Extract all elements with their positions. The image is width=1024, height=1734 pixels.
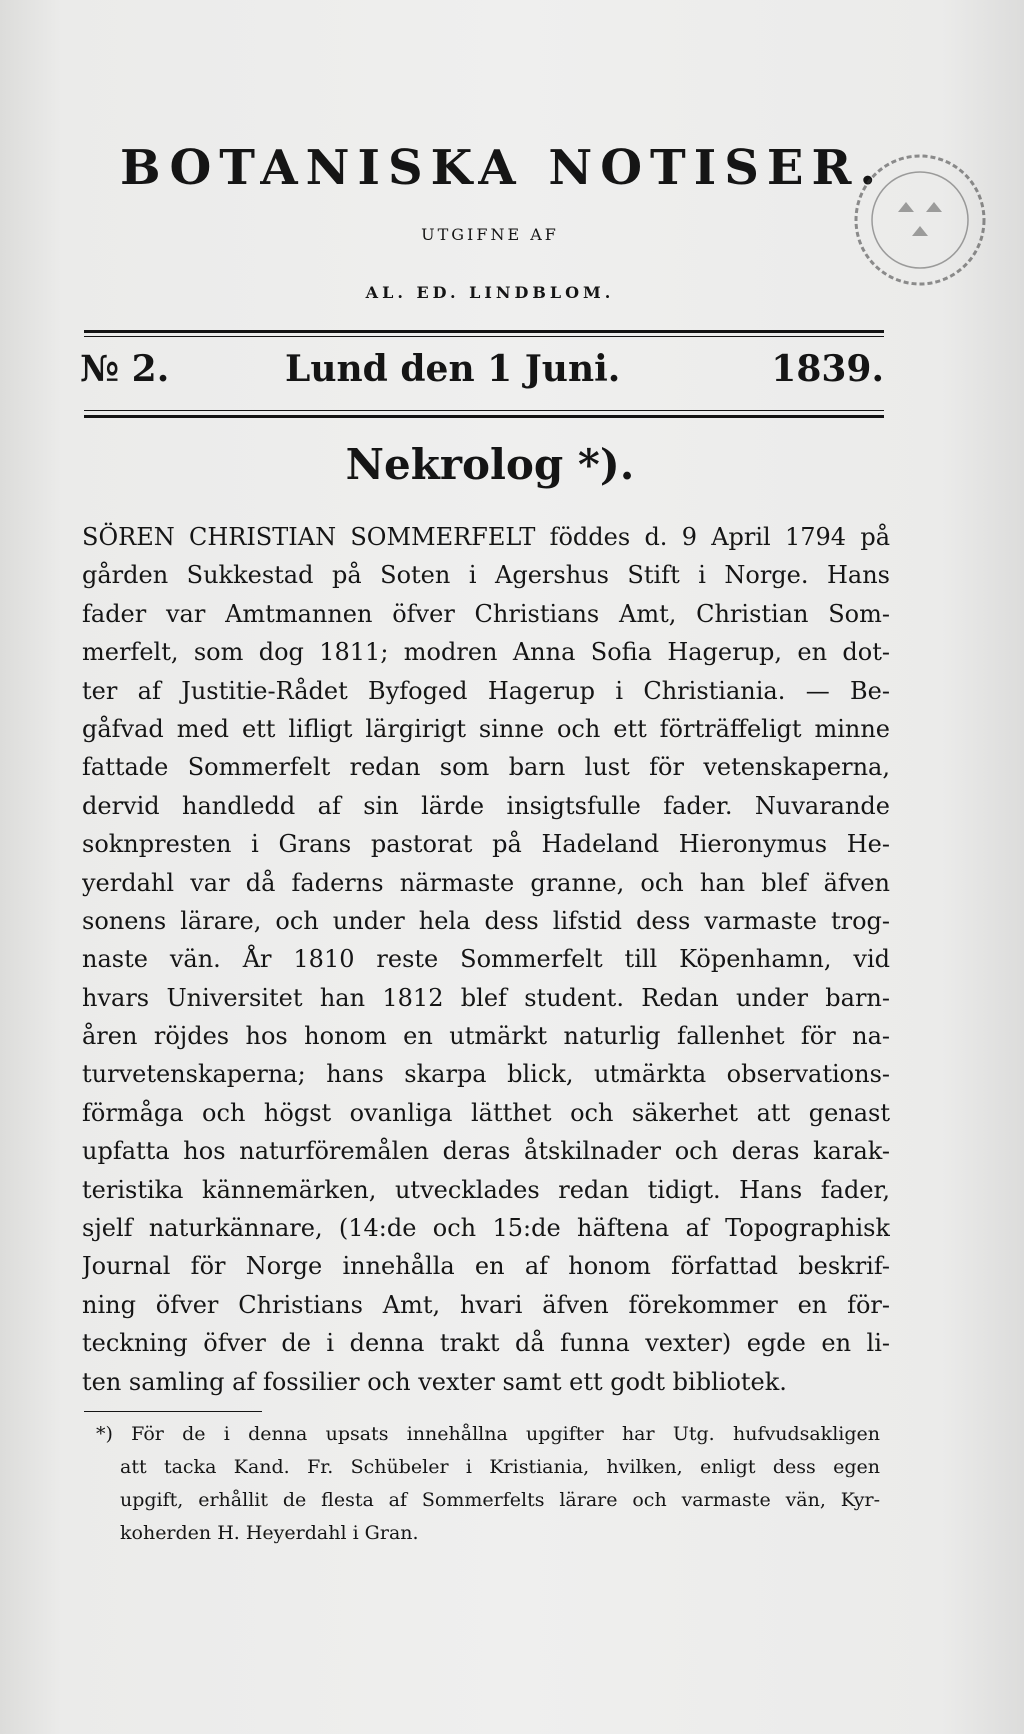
body-line: upfatta hos naturföremålen deras åtskilnader och deras karak- [82,1137,890,1166]
footnote [96,1418,880,1550]
editor-name: AL. ED. LINDBLOM. [365,283,615,302]
body-line: ning öfver Christians Amt, hvari äfven förekommer en för- [82,1290,890,1319]
body-line: gåfvad med ett lifligt lärgirigt sinne och ett förträffeligt minne [82,714,890,743]
body-line: soknpresten i Grans pastorat på Hadeland Hieronymus He- [82,830,890,859]
library-stamp-icon [850,150,990,290]
body-line: teckning öfver de i denna trakt då funna vexter) egde en li- [82,1329,890,1358]
body-line: turvetenskaperna; hans skarpa blick, utmärkta observations- [82,1060,890,1089]
body-line: naste vän. År 1810 reste Sommerfelt till Köpenhamn, vid [82,945,890,974]
issue-number: № 2. [80,348,170,390]
body-line: merfelt, som dog 1811; modren Anna Sofia Hagerup, en dot- [82,638,890,667]
body-line: gården Sukkestad på Soten i Agershus Stift i Norge. Hans [82,561,890,590]
body-line: fattade Sommerfelt redan som barn lust för vetenskaperna, [82,753,890,782]
publisher-label: UTGIFNE AF [421,225,559,244]
body-line: fader var Amtmannen öfver Christians Amt, Christian Som- [82,599,890,628]
body-line: sjelf naturkännare, (14:de och 15:de häftena af Topographisk [82,1214,890,1243]
top-rule [84,330,884,333]
footnote-line: att tacka Kand. Fr. Schübeler i Kristiania, hvilken, enligt dess egen [120,1456,880,1478]
body-line: sonens lärare, och under hela dess lifstid dess varmaste trog- [82,906,890,935]
footnote-line: *) För de i denna upsats innehållna upgifter har Utg. hufvudsakligen [96,1423,880,1445]
body-line: ter af Justitie-Rådet Byfoged Hagerup i Christiania. — Be- [82,676,890,705]
issue-place-date: Lund den 1 Juni. [285,348,621,390]
bottom-rule [84,415,884,418]
body-line: förmåga och högst ovanliga lätthet och säkerhet att genast [82,1098,890,1127]
body-line: Journal för Norge innehålla en af honom författad beskrif- [82,1252,890,1281]
footnote-line: koherden H. Heyerdahl i Gran. [120,1522,419,1544]
body-line: teristika kännemärken, utvecklades redan tidigt. Hans fader, [82,1175,890,1204]
section-heading: Nekrolog *). [345,440,635,489]
issue-line [80,346,884,396]
body-line: hvars Universitet han 1812 blef student. Redan under barn- [82,983,890,1012]
body-line: yerdahl var då faderns närmaste granne, och han blef äfven [82,868,890,897]
bottom-rule-thin [84,410,884,411]
issue-year: 1839. [771,348,884,390]
body-line: ten samling af fossilier och vexter samt ett godt bibliotek. [82,1367,787,1396]
top-rule-thin [84,336,884,337]
footnote-line: upgift, erhållit de flesta af Sommerfelts lärare och varmaste vän, Kyr- [120,1489,880,1511]
article-body [82,518,890,1401]
body-line: dervid handledd af sin lärde insigtsfulle fader. Nuvarande [82,791,890,820]
journal-title: BOTANISKA NOTISER. [120,140,885,196]
body-line: SÖREN CHRISTIAN SOMMERFELT föddes d. 9 April 1794 på [82,523,890,551]
body-line: åren röjdes hos honom en utmärkt naturlig fallenhet för na- [82,1022,890,1051]
footnote-divider [84,1411,262,1412]
